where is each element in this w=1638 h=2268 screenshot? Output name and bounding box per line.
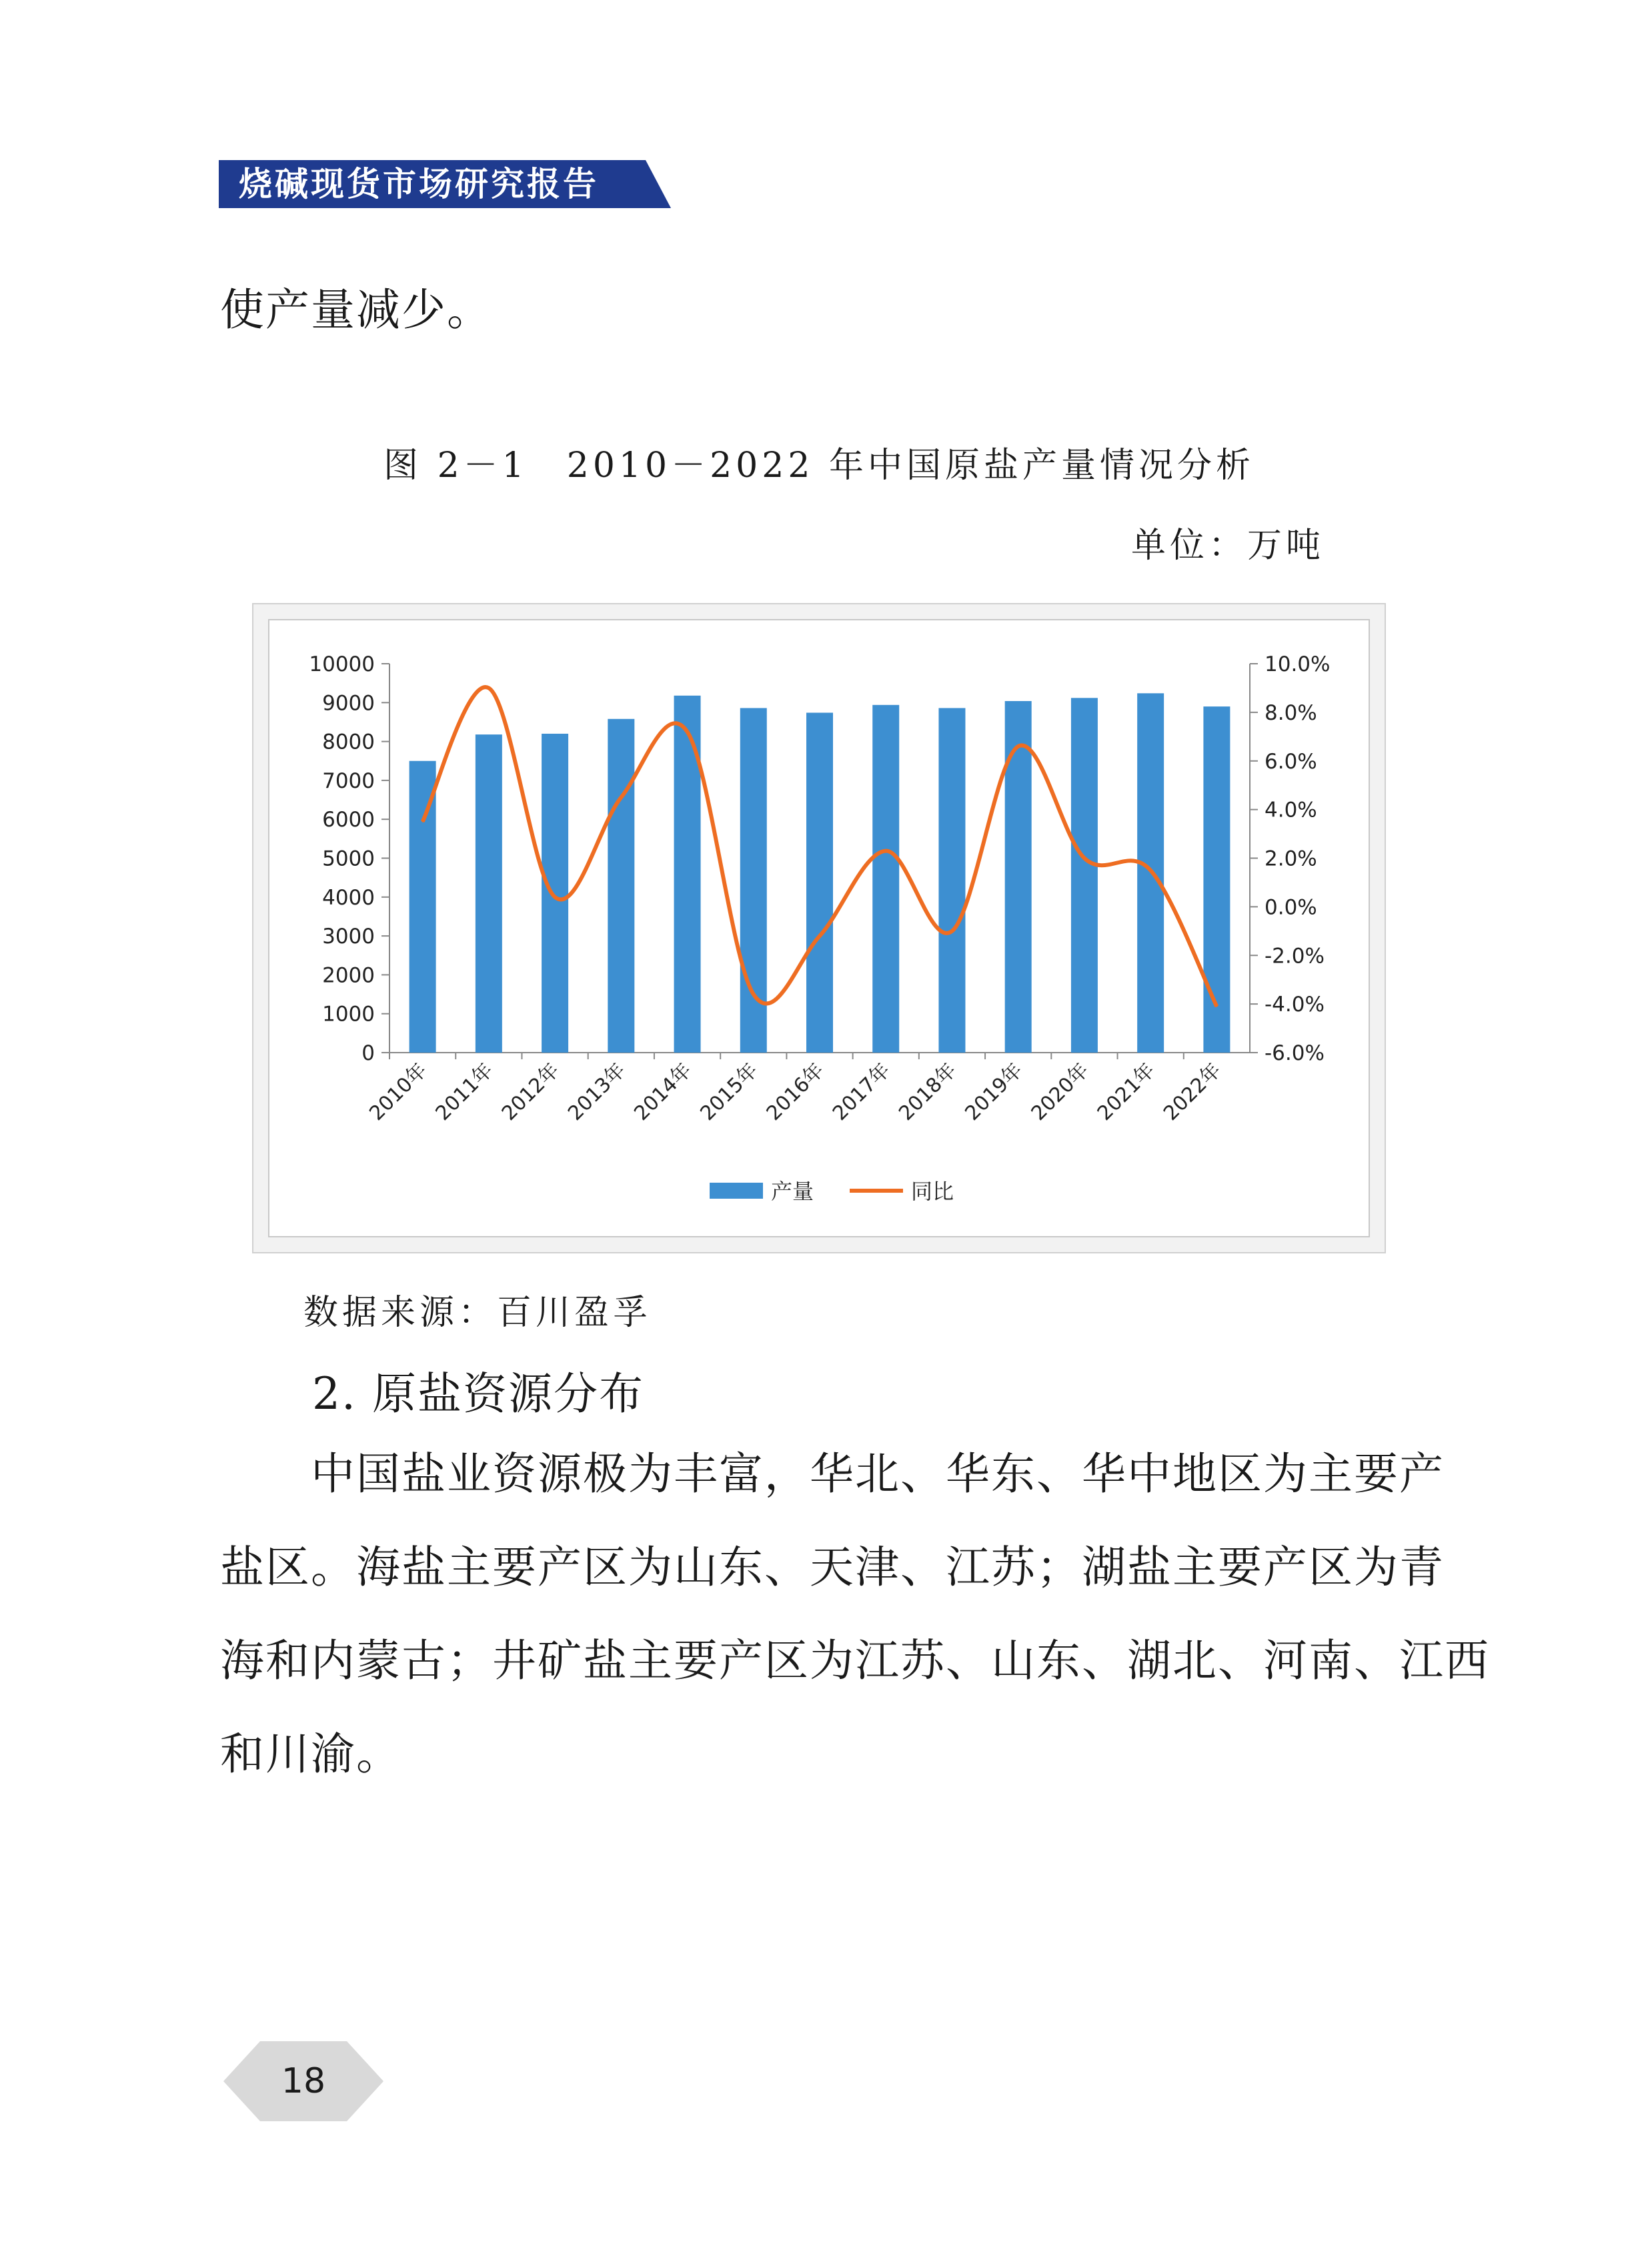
chart-panel bbox=[268, 619, 1370, 1237]
legend-swatch-bar bbox=[710, 1183, 763, 1199]
x-axis-label: 2018年 bbox=[894, 1058, 962, 1125]
paragraph-line: 海和内蒙古；井矿盐主要产区为江苏、山东、湖北、河南、江西 bbox=[220, 1635, 1490, 1686]
header-band bbox=[219, 160, 671, 208]
line-point-2011年 bbox=[488, 687, 490, 688]
left-axis-tick-label: 10000 bbox=[309, 652, 375, 676]
bar-2016年 bbox=[806, 712, 833, 1053]
left-axis-tick-label: 7000 bbox=[322, 768, 375, 793]
x-axis-label: 2012年 bbox=[497, 1058, 564, 1125]
figure-caption: 图 2－1 2010－2022 年中国原盐产量情况分析 bbox=[383, 446, 1255, 486]
right-axis-tick-label: -6.0% bbox=[1265, 1041, 1325, 1065]
line-point-2015年 bbox=[753, 994, 754, 995]
left-axis-tick-label: 1000 bbox=[322, 1002, 375, 1027]
x-axis-label: 2010年 bbox=[365, 1058, 432, 1125]
x-axis-label: 2020年 bbox=[1026, 1058, 1094, 1125]
left-axis-tick-label: 9000 bbox=[322, 691, 375, 716]
paragraph-line: 和川渝。 bbox=[220, 1728, 401, 1780]
left-axis-tick-label: 4000 bbox=[322, 885, 375, 910]
line-point-2017年 bbox=[885, 851, 886, 852]
line-point-2012年 bbox=[554, 897, 556, 898]
line-point-2022年 bbox=[1216, 1006, 1217, 1007]
header-title: 烧碱现货市场研究报告 bbox=[239, 165, 599, 203]
bar-2011年 bbox=[476, 734, 502, 1053]
right-axis-tick-label: -2.0% bbox=[1265, 944, 1325, 969]
bar-2019年 bbox=[1005, 701, 1032, 1053]
line-point-2020年 bbox=[1084, 858, 1085, 859]
x-axis-label: 2015年 bbox=[696, 1058, 763, 1125]
paragraph-main bbox=[220, 1428, 1490, 1801]
bar-2012年 bbox=[542, 734, 568, 1053]
line-point-2019年 bbox=[1018, 746, 1019, 747]
x-axis-label: 2022年 bbox=[1159, 1058, 1226, 1125]
bar-2017年 bbox=[872, 705, 899, 1053]
x-axis-label: 2016年 bbox=[762, 1058, 829, 1125]
page-number: 18 bbox=[281, 2061, 326, 2101]
right-axis-tick-label: 4.0% bbox=[1265, 798, 1317, 822]
bar-2018年 bbox=[938, 708, 965, 1053]
x-axis-label: 2014年 bbox=[630, 1058, 697, 1125]
paragraph-line: 中国盐业资源极为丰富，华北、华东、华中地区为主要产 bbox=[220, 1448, 1445, 1500]
paragraph-continuation: 使产量减少。 bbox=[220, 284, 492, 336]
left-axis-tick-label: 3000 bbox=[322, 925, 375, 949]
x-axis-label: 2021年 bbox=[1092, 1058, 1160, 1125]
bar-2020年 bbox=[1071, 698, 1098, 1053]
right-axis-tick-label: 2.0% bbox=[1265, 846, 1317, 871]
data-source: 数据来源：百川盈孚 bbox=[303, 1293, 652, 1333]
x-axis-label: 2019年 bbox=[960, 1058, 1028, 1125]
line-point-2010年 bbox=[422, 821, 424, 822]
left-axis-tick-label: 8000 bbox=[322, 730, 375, 754]
line-point-2014年 bbox=[687, 731, 688, 732]
right-axis-tick-label: 0.0% bbox=[1265, 895, 1317, 920]
legend-label-line: 同比 bbox=[911, 1179, 954, 1204]
legend-label-bar: 产量 bbox=[771, 1179, 814, 1204]
paragraph-line: 盐区。海盐主要产区为山东、天津、江苏；湖盐主要产区为青 bbox=[220, 1542, 1445, 1593]
bar-2013年 bbox=[608, 719, 634, 1053]
x-axis-label: 2017年 bbox=[828, 1058, 895, 1125]
section-heading: 2. 原盐资源分布 bbox=[312, 1368, 644, 1420]
bar-2010年 bbox=[410, 761, 436, 1053]
right-axis-tick-label: 10.0% bbox=[1265, 652, 1331, 676]
right-axis-tick-label: -4.0% bbox=[1265, 993, 1325, 1017]
left-axis-tick-label: 6000 bbox=[322, 808, 375, 832]
x-axis-label: 2011年 bbox=[431, 1058, 498, 1125]
left-axis-tick-label: 5000 bbox=[322, 846, 375, 871]
right-axis-tick-label: 6.0% bbox=[1265, 749, 1317, 774]
line-point-2013年 bbox=[620, 796, 622, 798]
chart-frame bbox=[252, 603, 1386, 1253]
production-chart bbox=[269, 620, 1369, 1236]
left-axis-tick-label: 2000 bbox=[322, 963, 375, 988]
line-point-2016年 bbox=[819, 935, 820, 937]
line-point-2018年 bbox=[951, 931, 952, 932]
unit-label: 单位：万吨 bbox=[1130, 526, 1325, 566]
line-point-2021年 bbox=[1150, 870, 1151, 871]
page-number-badge bbox=[223, 2038, 383, 2125]
left-axis-tick-label: 0 bbox=[361, 1041, 375, 1065]
x-axis-label: 2013年 bbox=[564, 1058, 630, 1125]
right-axis-tick-label: 8.0% bbox=[1265, 700, 1317, 725]
bar-2022年 bbox=[1203, 706, 1230, 1053]
